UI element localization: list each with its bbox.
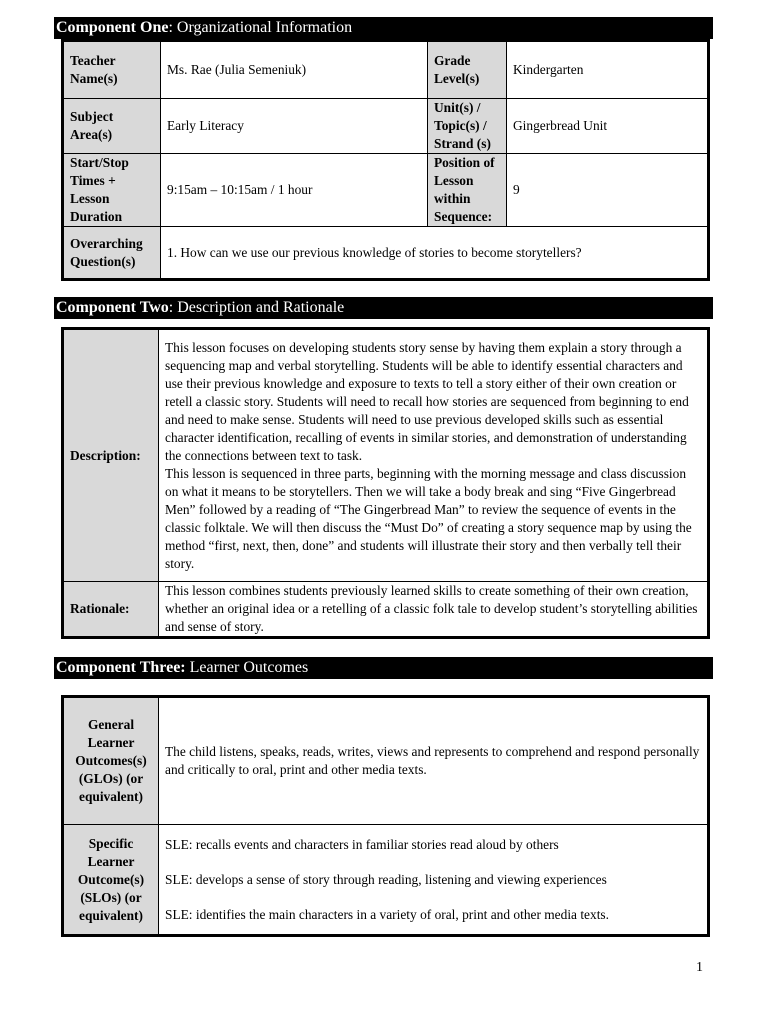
slo-values-cell — [159, 825, 709, 936]
unit-topic-value: Gingerbread Unit — [507, 99, 709, 154]
description-cell — [159, 329, 709, 582]
glo-value: The child listens, speaks, reads, writes, views and represents to comprehend and respond personally and critically to oral, print and other media texts. — [159, 697, 709, 825]
grade-level-label: Grade Level(s) — [428, 41, 507, 99]
slo-item-2: SLE: develops a sense of story through reading, listening and viewing experiences — [165, 871, 607, 887]
component-three-title-bold: Component Three: — [56, 659, 186, 676]
component-two-title-bold: Component Two — [56, 299, 169, 316]
overarching-question-value: 1. How can we use our previous knowledge of stories to become storytellers? — [161, 227, 709, 280]
position-label: Position of Lesson within Sequence: — [428, 154, 507, 227]
description-rationale-table — [61, 327, 710, 639]
learner-outcomes-table — [61, 695, 710, 937]
overarching-question-label: Overarching Question(s) — [63, 227, 161, 280]
slo-item-1: SLE: recalls events and characters in familiar stories read aloud by others — [165, 836, 559, 852]
component-three-title-rest: Learner Outcomes — [185, 659, 309, 676]
component-two-title-rest: : Description and Rationale — [168, 299, 345, 316]
start-stop-value: 9:15am – 10:15am / 1 hour — [161, 154, 428, 227]
rationale-label: Rationale: — [63, 582, 159, 638]
component-three-header — [54, 657, 713, 679]
subject-area-value: Early Literacy — [161, 99, 428, 154]
table-row — [63, 41, 709, 99]
subject-area-label: Subject Area(s) — [63, 99, 161, 154]
page-number: 1 — [696, 960, 703, 975]
slo-item-3: SLE: identifies the main characters in a variety of oral, print and other media texts. — [165, 906, 609, 922]
organizational-info-table — [61, 39, 710, 281]
start-stop-label: Start/Stop Times + Lesson Duration — [63, 154, 161, 227]
rationale-value: This lesson combines students previously learned skills to create something of their own creation, whether an original idea or a retelling of a classic folk tale to develop student’s storytelling abilities and sense of story. — [159, 582, 709, 638]
component-two-header — [54, 297, 713, 319]
table-row — [63, 329, 709, 582]
glo-label: General Learner Outcomes(s) (GLOs) (or equivalent) — [63, 697, 159, 825]
table-row — [63, 99, 709, 154]
table-row — [63, 825, 709, 936]
description-paragraph-1: This lesson focuses on developing students story sense by having them explain a story through a sequencing map and verbal storytelling. Students will be able to identify essential characters and use their previous knowledge and exposure to texts to tell a story either of their own creation or retell a classic story. Students will need to recall how stories are sequenced from beginning to end and need to make sense. Students will need to use previous developed skills such as essential character identification, recalling of events in similar stories, and demonstration of understanding the connections between text to task. — [165, 339, 689, 463]
slo-label: Specific Learner Outcome(s) (SLOs) (or equivalent) — [63, 825, 159, 936]
teacher-name-label: Teacher Name(s) — [63, 41, 161, 99]
grade-level-value: Kindergarten — [507, 41, 709, 99]
position-value: 9 — [507, 154, 709, 227]
table-row — [63, 227, 709, 280]
table-row — [63, 582, 709, 638]
unit-topic-label: Unit(s) / Topic(s) / Strand (s) — [428, 99, 507, 154]
component-one-header — [54, 17, 713, 39]
table-row — [63, 154, 709, 227]
teacher-name-value: Ms. Rae (Julia Semeniuk) — [161, 41, 428, 99]
description-label: Description: — [63, 329, 159, 582]
component-one-title-bold: Component One — [56, 19, 169, 36]
description-paragraph-2: This lesson is sequenced in three parts, beginning with the morning message and class discussion on what it means to be storytellers. Then we will take a body break and sing “Five Gingerbread Men” followed by a reading of “The Gingerbread Man” to review the sequence of events in the classic folktale. We will then discuss the “Must Do” of creating a story sequence map by using the method “first, next, then, done” and students will illustrate their story and then verbally tell their story. — [165, 465, 692, 571]
table-row — [63, 697, 709, 825]
component-one-title-rest: : Organizational Information — [168, 19, 353, 36]
